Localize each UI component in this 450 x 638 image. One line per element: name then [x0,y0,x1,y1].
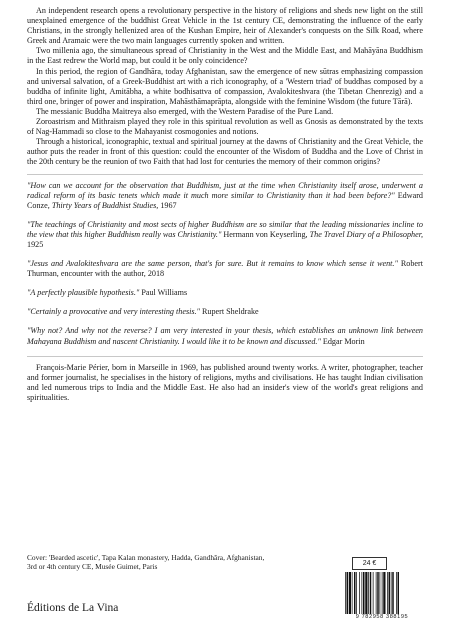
quote-text: "The teachings of Christianity and most sects of higher Buddhism are so similar that the leading missionaries incline to the view that this higher Buddhism really was Christianity." [27,219,423,239]
intro-paragraph: Zoroastrism and Mithraism played they role in this spiritual revolution as well as Gnosis as demonstrated by the texts of Nag-Hammadi so close to the Mahayanist cosmogonies and notions. [27,117,423,137]
quote-author: Hermann von Keyserling, [223,229,308,239]
cover-credit-line: Cover: 'Bearded ascetic', Tapa Kalan monastery, Hadda, Gandhāra, Afghanistan, [27,553,265,562]
divider [27,174,423,175]
quote-text: "A perfectly plausible hypothesis." [27,288,140,298]
quote-text: "Why not? And why not the reverse? I am very interested in your thesis, which establishes an unknown link between Mahayana Buddhism and nascent Christianity. I would like it to be known and discussed." [27,326,423,346]
divider [27,356,423,357]
intro-paragraph: Two millenia ago, the simultaneous spread of Christianity in the West and the Middle East, and Mahāyāna Buddhism in the East redrew the World map, but could it be only coincidence? [27,46,423,66]
endorsements [27,181,423,347]
quote-author: Edward Conze, [27,190,423,210]
isbn-number: 9 782958 388195 [355,614,409,620]
quote-year: 1925 [27,239,44,249]
author-bio: François-Marie Périer, born in Marseille in 1969, has published around twenty works. A writer, photographer, teacher and former journalist, he specialises in the history of religions, myths and civilisations. He has taught Indian civilisation and led numerous trips to India and the Middle East. He also had an insider's view of the world's great religions and spiritualities. [27,362,423,402]
intro-paragraph: In this period, the region of Gandhāra, today Afghanistan, saw the emergence of new sūtras emphasizing compassion and universal salvation, of a Greek-Buddhist art with a rich iconography, of a 'Western triad' of buddhas composed by a buddha of infinite light, Amitābha, a white bodhisattva of compassion, Avalokiteshvara (the Tibetan Chenrezig) and a third one, bringer of power and inspiration, Mahāsthāmaprāpta, alongside with the feminine Wisdom (the future Tārā). [27,66,423,106]
quote-work: Thirty Years of Buddhist Studies, [51,200,159,210]
endorsement-quote [27,288,423,298]
publisher-name: Éditions de La Vina [27,602,119,614]
endorsement-quote [27,307,423,317]
barcode-icon [344,572,420,614]
cover-credit-line: 3rd or 4th century CE, Musée Guimet, Paris [27,562,158,572]
quote-author: Paul Williams [141,288,188,298]
cover-credit [27,553,277,572]
author-bio-section [27,363,423,403]
endorsement-quote [27,326,423,346]
isbn-barcode [344,572,420,622]
quote-author: Edgar Morin [322,336,365,346]
intro-section [27,6,423,168]
back-cover-text [27,6,423,403]
endorsement-quote [27,259,423,279]
intro-paragraph: The messianic Buddha Maitreya also emerged, with the Western Paradise of the Pure Land. [36,106,334,116]
quote-author: Rupert Sheldrake [202,307,259,317]
price-tag: 24 € [352,557,387,570]
quote-text: "How can we account for the observation that Buddhism, just at the time when Christianity itself arose, underwent a radical reform of its basic tenets which made it much more similar to Christianity than it had been before?" [27,180,423,200]
endorsement-quote [27,181,423,211]
intro-paragraph: An independent research opens a revolutionary perspective in the history of religions and sheds new light on the still unexplained emergence of the buddhist Great Vehicle in the 1st century CE, demonstrating the influence of the early Christians, in the strongly hellenized area of the Kushan Empire, heir of Alexander's conquests on the Silk Road, where Greek and Aramaic were the two main languages currently spoken and written. [27,6,423,46]
quote-text: "Certainly a provocative and very interesting thesis." [27,307,200,317]
quote-text: "Jesus and Avalokiteshvara are the same person, that's for sure. But it remains to know which sense it went." [27,259,398,269]
quote-year: 1967 [160,200,177,210]
quote-author: Robert Thurman, encounter with the author, 2018 [27,259,423,279]
intro-paragraph: Through a historical, iconographic, textual and spiritual journey at the dawns of Christianity and the Great Vehicle, the author puts the reader in front of this question: could the encounter of the Wisdom of Buddha and the Love of Christ in the 20th century be the reunion of two Faith that had lost for centuries the memory of their common origins? [27,137,423,167]
endorsement-quote [27,220,423,250]
quote-work: The Travel Diary of a Philosopher, [309,229,423,239]
